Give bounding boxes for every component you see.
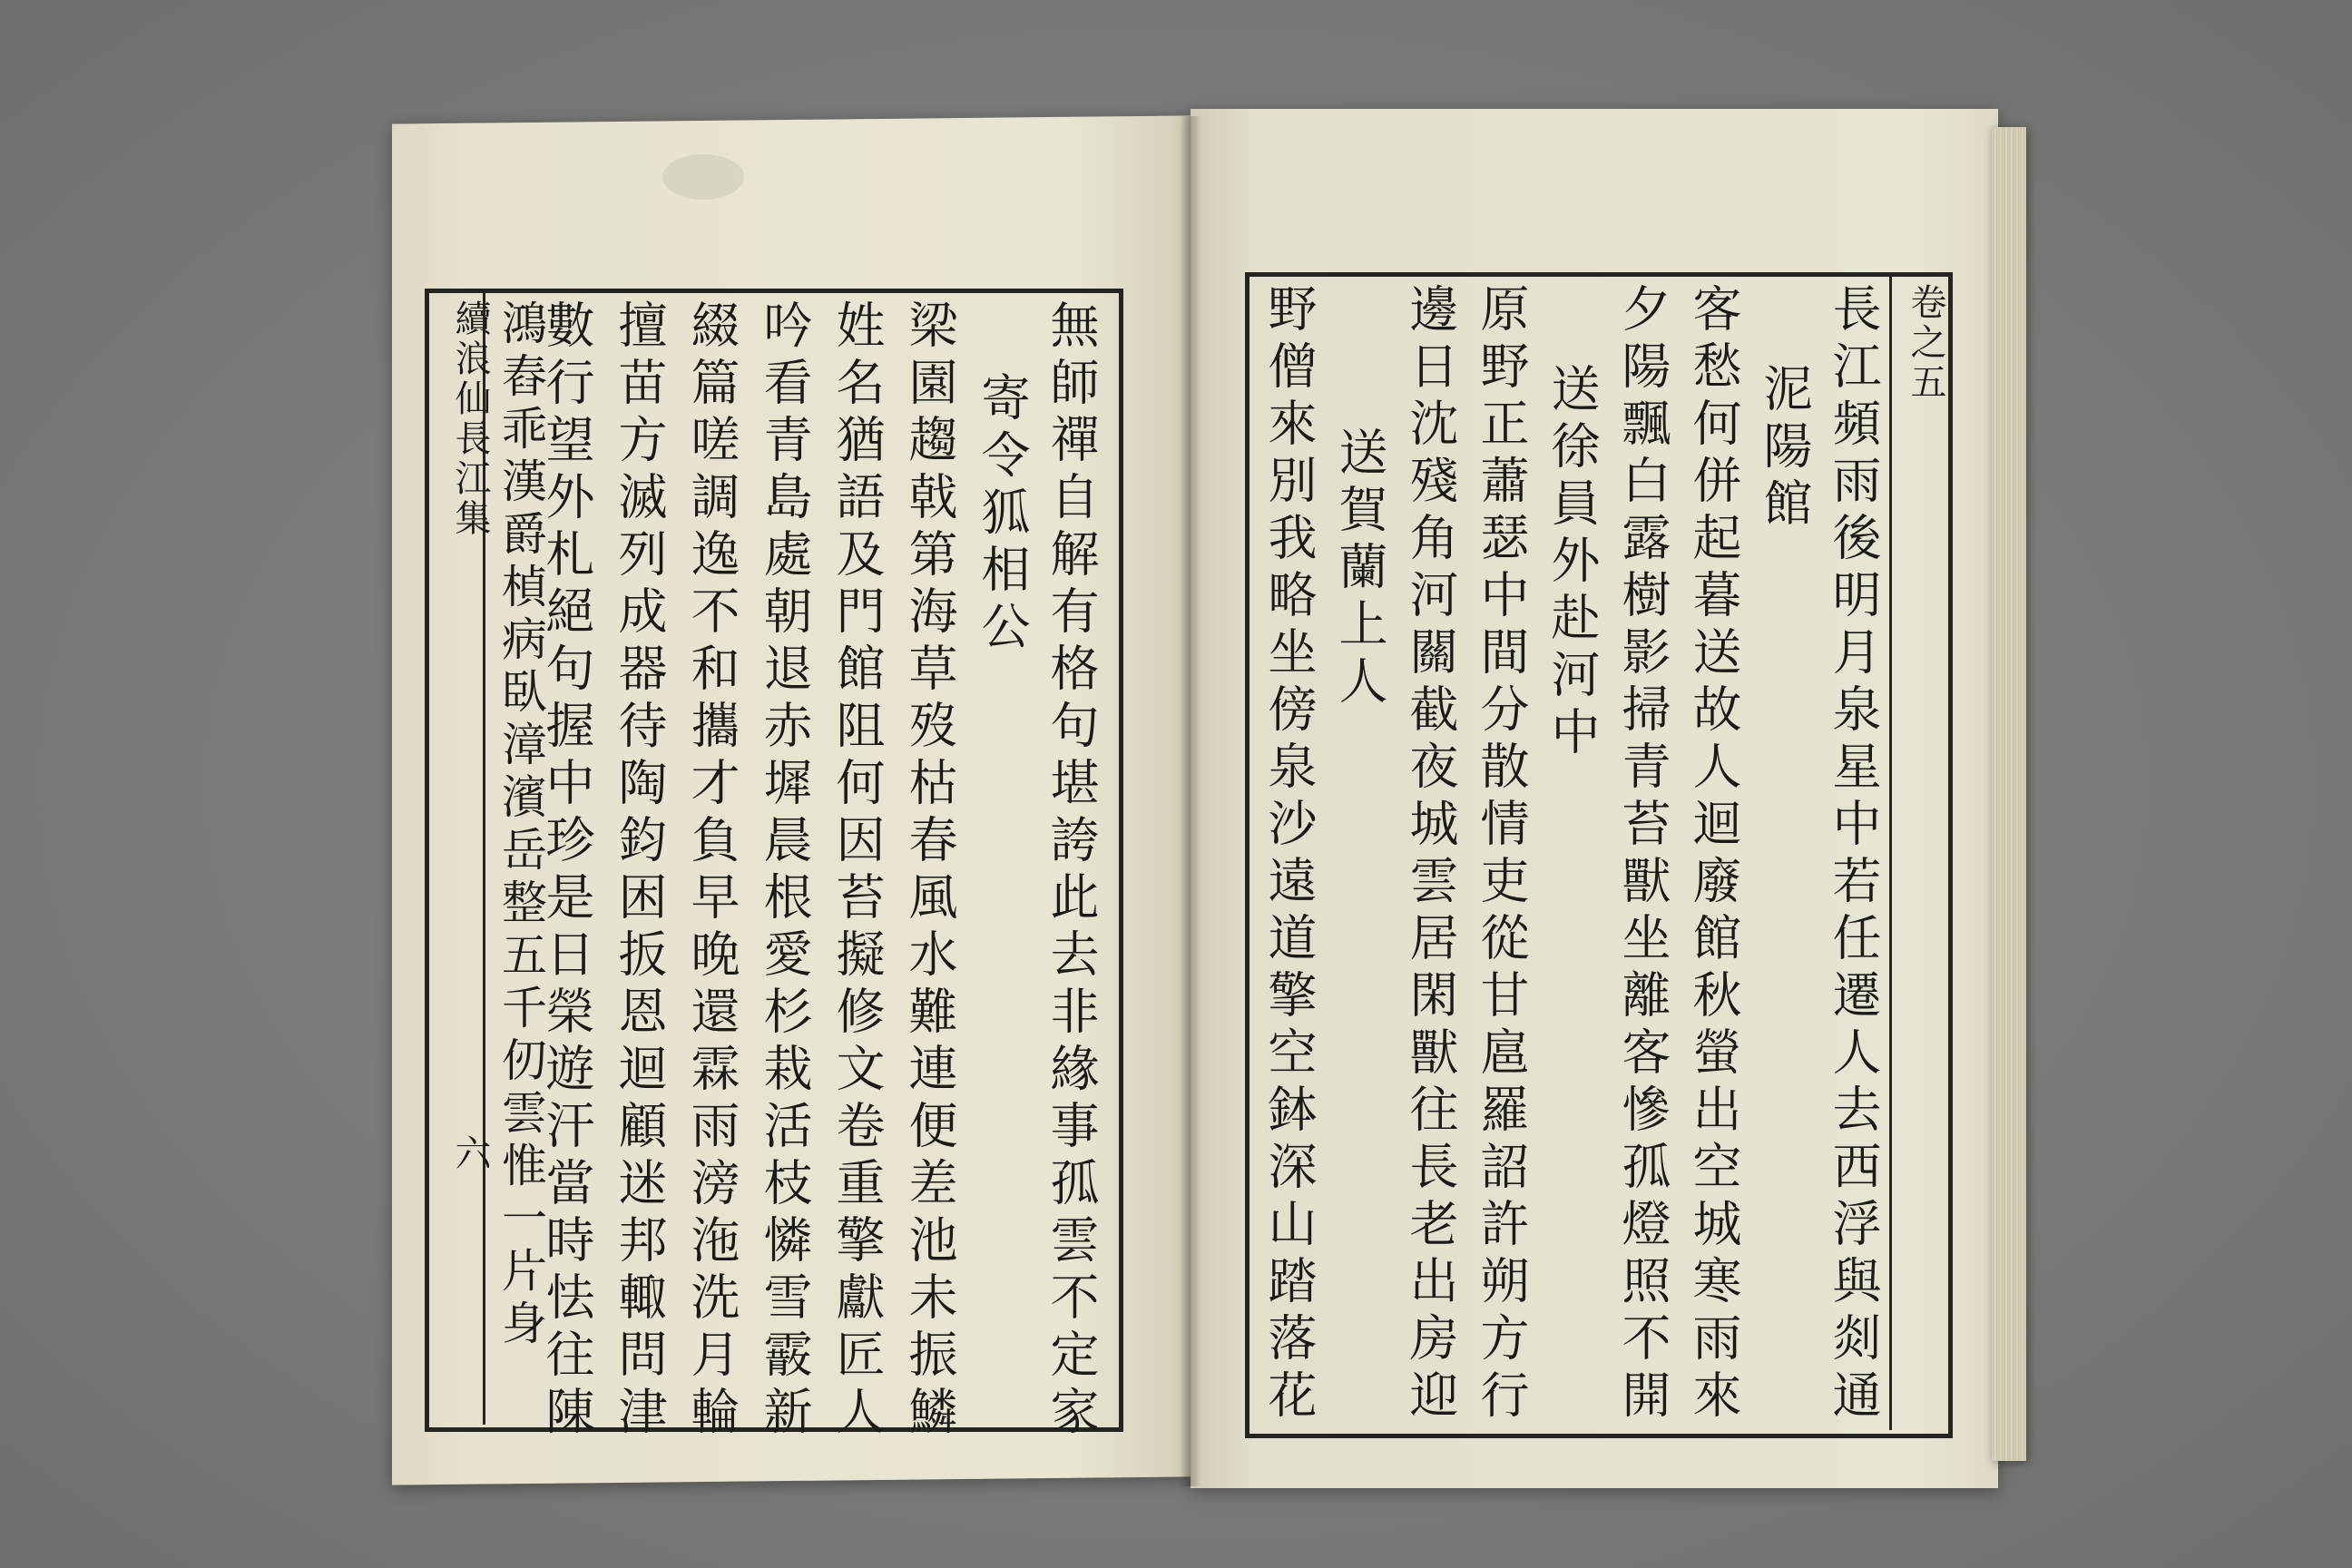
left-column-1: 無師禪自解有格句堪誇此去非緣事孤雲不定家 — [1043, 299, 1100, 1443]
left-column-8: 數行望外札絕句握中珍是日榮遊汗當時怯往陳 — [538, 299, 595, 1443]
right-column-6: 原野正蕭瑟中間分散情吏從甘扈羅詔許朔方行 — [1473, 283, 1530, 1426]
left-column-9: 鴻舂乖漢爵楨病臥漳濱岳整五千仞雲惟一片身 — [495, 299, 547, 1352]
left-column-2: 寄令狐相公 — [974, 372, 1031, 658]
right-column-2: 泥陽館 — [1756, 363, 1813, 534]
right-column-9: 野僧來別我略坐傍泉沙遠道擎空鉢深山踏落花 — [1260, 283, 1318, 1426]
left-column-7: 擅苗方滅列成器待陶鈞困扳恩迴顧迷邦輙問津 — [611, 299, 668, 1443]
left-column-3: 梁園趨戟第海草歿枯春風水難連便差池未振鱗 — [901, 299, 958, 1443]
right-column-4: 夕陽飄白露樹影掃青苔獸坐離客慘孤燈照不開 — [1614, 283, 1671, 1426]
left-page-folio: 六 — [449, 1134, 491, 1174]
left-column-5: 吟看青島處朝退赤墀晨根愛杉栽活枝憐雪霰新 — [756, 299, 813, 1443]
left-column-6: 綴篇嗟調逸不和攜才負早晚還霖雨滂沲洗月輪 — [683, 299, 740, 1443]
left-column-4: 姓名猶語及門館阻何因苔擬修文卷重擎獻匠人 — [828, 299, 886, 1443]
right-column-8: 送賀蘭上人 — [1331, 426, 1388, 712]
right-page-header: 卷之五 — [1905, 283, 1946, 403]
right-column-7: 邊日沈殘角河關截夜城雲居閑獸往長老出房迎 — [1402, 283, 1459, 1426]
book-gutter — [1180, 116, 1201, 1486]
right-column-5: 送徐員外赴河中 — [1544, 363, 1601, 763]
left-page-header: 續浪仙長江集 — [449, 299, 491, 539]
right-column-1: 長江頻雨後明月泉星中若任遷人去西浮與剡通 — [1825, 283, 1882, 1426]
page-edges — [1992, 127, 2026, 1461]
right-column-3: 客愁何併起暮送故人迴廢館秋螢出空城寒雨來 — [1685, 283, 1742, 1426]
paper-stain — [662, 154, 744, 200]
right-header-rule — [1889, 276, 1892, 1430]
